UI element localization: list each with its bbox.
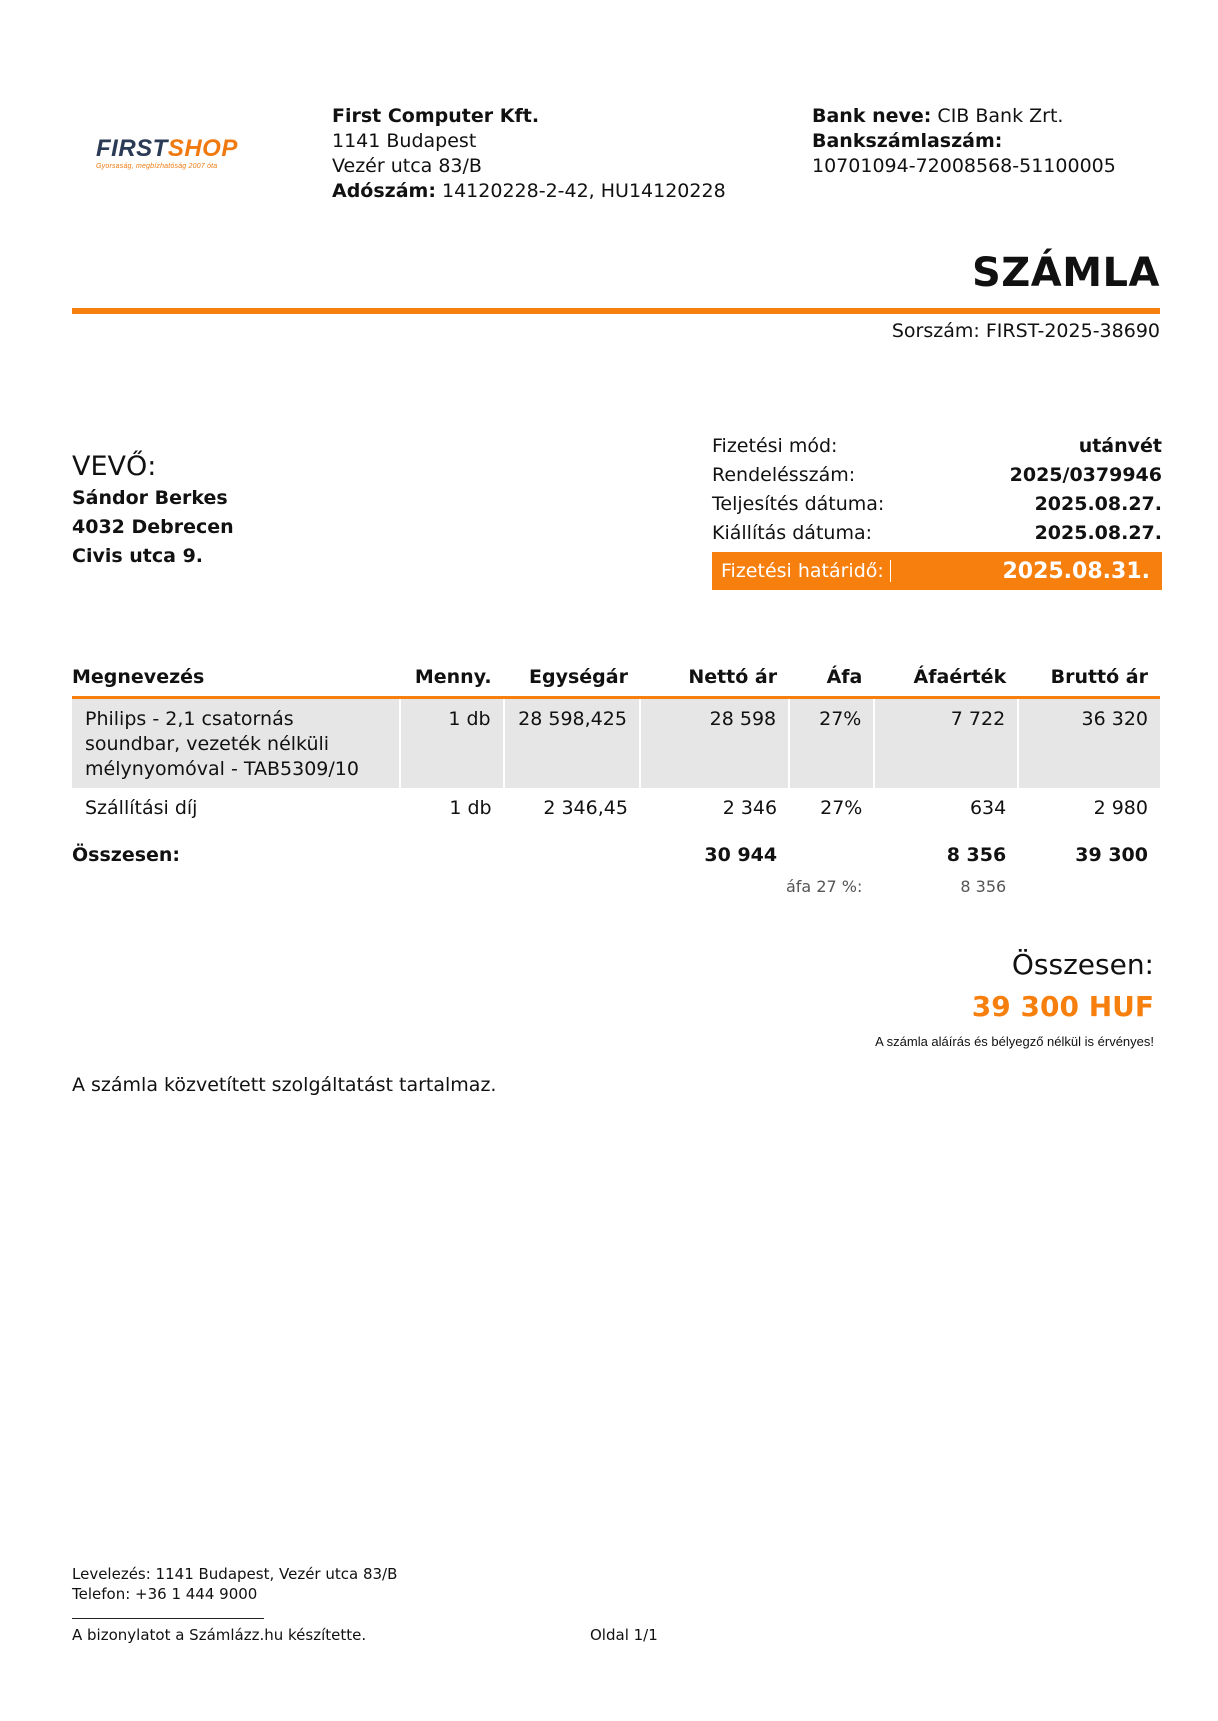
total-gross: 39 300 (1075, 844, 1148, 866)
title-divider (72, 308, 1160, 314)
seller-tax-number: Adószám: 14120228-2-42, HU14120228 (332, 180, 726, 202)
col-header-vat-amount: Áfaérték (874, 660, 1018, 698)
footer-contact (72, 1564, 397, 1604)
col-header-gross-price: Bruttó ár (1018, 660, 1160, 698)
grand-total-value: 39 300 HUF (971, 990, 1154, 1023)
item-gross-price: 36 320 (1018, 698, 1160, 789)
document-title: SZÁMLA (971, 250, 1160, 296)
item-unit-price: 28 598,425 (504, 698, 640, 789)
item-unit-price: 2 346,45 (543, 797, 628, 819)
buyer-info (72, 450, 234, 571)
page-number: Oldal 1/1 (590, 1626, 658, 1644)
table-row (72, 698, 1160, 789)
payment-method-row: Fizetési mód: utánvét (712, 435, 1162, 457)
vat-breakdown-row (72, 874, 1160, 905)
col-header-net-price: Nettó ár (640, 660, 789, 698)
fulfillment-date-row: Teljesítés dátuma: 2025.08.27. (712, 493, 1162, 515)
buyer-label: VEVŐ: (72, 451, 157, 482)
buyer-street: Civis utca 9. (72, 545, 204, 567)
footer-made-by: A bizonylatot a Számlázz.hu készítette. (72, 1626, 367, 1644)
item-gross-price: 2 980 (1093, 797, 1148, 819)
logo-wordmark: FIRSTSHOP (96, 135, 238, 162)
footer-divider (72, 1618, 264, 1619)
item-name: Philips - 2,1 csatornás soundbar, vezeték nélküli mélynyomóval - TAB5309/10 (72, 698, 400, 789)
seller-name: First Computer Kft. (332, 105, 540, 127)
buyer-name: Sándor Berkes (72, 487, 228, 509)
total-label: Összesen: (72, 844, 181, 866)
vat-breakdown-label: áfa 27 %: (785, 877, 863, 896)
item-name: Szállítási díj (85, 797, 198, 819)
table-row (72, 788, 1160, 827)
item-vat-amount: 634 (969, 797, 1007, 819)
item-qty: 1 db (400, 698, 503, 789)
item-net-price: 2 346 (722, 797, 778, 819)
item-qty: 1 db (449, 797, 492, 819)
items-table (72, 660, 1160, 905)
service-note: A számla közvetített szolgáltatást tartalmaz. (72, 1074, 497, 1096)
col-header-unit-price: Egységár (504, 660, 640, 698)
buyer-city: 4032 Debrecen (72, 516, 234, 538)
col-header-vat: Áfa (789, 660, 874, 698)
col-header-qty: Menny. (400, 660, 503, 698)
vat-breakdown-value: 8 356 (960, 877, 1007, 896)
seller-city: 1141 Budapest (332, 130, 477, 152)
seller-info (332, 104, 726, 204)
item-vat-amount: 7 722 (874, 698, 1018, 789)
bank-account-label: Bankszámlaszám: (812, 130, 1003, 152)
company-logo (96, 136, 246, 184)
seller-street: Vezér utca 83/B (332, 155, 482, 177)
col-header-name: Megnevezés (72, 660, 400, 698)
payment-due-row: Fizetési határidő: 2025.08.31. (712, 552, 1162, 590)
item-net-price: 28 598 (640, 698, 789, 789)
total-vat-amount: 8 356 (946, 844, 1007, 866)
total-net: 30 944 (704, 844, 778, 866)
issue-date-row: Kiállítás dátuma: 2025.08.27. (712, 522, 1162, 544)
bank-account-number: 10701094-72008568-51100005 (812, 155, 1116, 177)
payment-info (712, 432, 1162, 590)
item-vat: 27% (820, 797, 863, 819)
logo-tagline: Gyorsaság, megbízhatóság 2007 óta (96, 163, 218, 170)
footer-phone: Telefon: +36 1 444 9000 (72, 1585, 258, 1603)
footer-address: Levelezés: 1141 Budapest, Vezér utca 83/B (72, 1565, 398, 1583)
table-header-row (72, 660, 1160, 698)
item-vat: 27% (789, 698, 874, 789)
order-number-row: Rendelésszám: 2025/0379946 (712, 464, 1162, 486)
table-total-row (72, 827, 1160, 874)
invoice-serial: Sorszám: FIRST-2025-38690 (891, 320, 1160, 342)
grand-total-label: Összesen: (1011, 948, 1154, 981)
bank-name: Bank neve: CIB Bank Zrt. (812, 105, 1064, 127)
validity-note: A számla aláírás és bélyegző nélkül is érvényes! (875, 1034, 1154, 1049)
bank-info (812, 104, 1116, 179)
